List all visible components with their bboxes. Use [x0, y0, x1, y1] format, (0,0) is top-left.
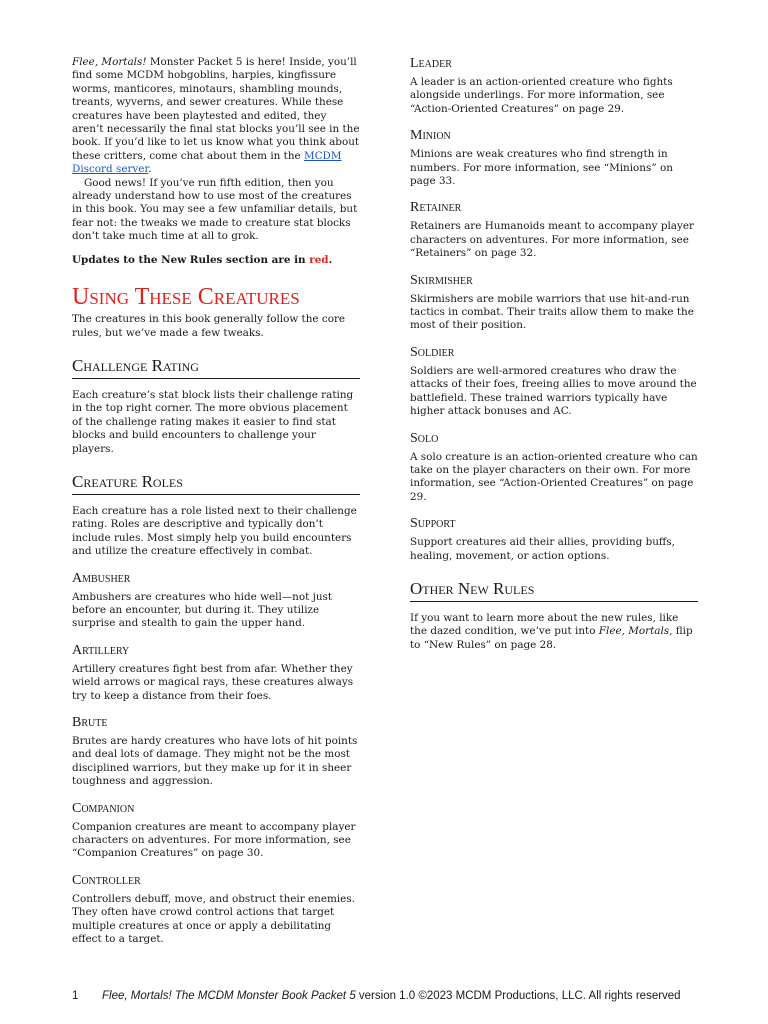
- brute-text: Brutes are hardy creatures who have lots of hit points and deal lots of damage. They might not be the most disciplined warriors, but they make up for it in sheer toughness and aggression.: [72, 735, 358, 788]
- left-column: [72, 56, 360, 946]
- minion-text: Minions are weak creatures who find strength in numbers. For more information, see “Minions” on page 33.: [410, 148, 673, 188]
- leader-text: A leader is an action-oriented creature who fights alongside underlings. For more information, see “Action-Oriented Creatures” on page 29.: [410, 76, 673, 115]
- solo-text: A solo creature is an action-oriented creature who can take on the player characters on their own. For more information, see “Action-Oriented Creatures” on page 29.: [410, 450, 698, 503]
- companion-text: Companion creatures are meant to accompany player characters on adventures. For more information, see “Companion Creatures” on page 30.: [72, 820, 356, 860]
- roles-text: Each creature has a role listed next to their challenge rating. Roles are descriptive and typically don’t include rules. Most simply help you build encounters and utilize the creature effectively in combat.: [72, 504, 357, 558]
- discord-link[interactable]: MCDM Discord server: [72, 149, 342, 176]
- heading-leader: Leader: [410, 56, 452, 71]
- challenge-text: Each creature’s stat block lists their challenge rating in the top right corner. The more obvious placement of the challenge rating makes it easier to find stat blocks and build encounters to challenge your players.: [72, 388, 354, 455]
- ambusher-text: Ambushers are creatures who hide well—not just before an encounter, but during it. They utilize surprise and stealth to gain the upper hand.: [72, 590, 333, 630]
- intro: [72, 56, 360, 244]
- updates-note: Updates to the New Rules section are in red.: [72, 253, 333, 266]
- intro-paragraph-1: Flee, Mortals! Monster Packet 5 is here! Inside, you’ll find some MCDM hobgoblins, harpies, kingfissure worms, manticores, minotaurs, shambling mounds, treants, wyverns, and sewer creatures. While these creatures have been playtested and edited, they aren’t necessarily the final stat blocks you’ll see in the book. If you’d like to let us know what you think about these critters, come chat about them in the MCDM Discord server.: [72, 56, 360, 176]
- skirmisher-text: Skirmishers are mobile warriors that use hit-and-run tactics in combat. Their traits allow them to make the most of their position.: [410, 292, 694, 332]
- heading-other-new-rules: Other New Rules: [410, 579, 698, 602]
- heading-support: Support: [410, 516, 456, 532]
- heading-soldier: Soldier: [410, 344, 455, 360]
- heading-controller: Controller: [72, 872, 141, 888]
- retainer-text: Retainers are Humanoids meant to accompany player characters on adventures. For more information, see “Retainers” on page 32.: [410, 220, 694, 260]
- controller-text: Controllers debuff, move, and obstruct their enemies. They often have crowd control actions that target multiple creatures at once or apply a debilitating effect to a target.: [72, 892, 355, 946]
- heading-creature-roles: Creature Roles: [72, 472, 360, 495]
- soldier-text: Soldiers are well-armored creatures who draw the attacks of their foes, freeing allies to move around the battlefield. These trained warriors typically have higher attack bonuses and AC.: [410, 364, 697, 418]
- heading-companion: Companion: [72, 800, 135, 816]
- footer-title: Flee, Mortals! The MCDM Monster Book Packet 5: [102, 990, 356, 1002]
- heading-challenge-rating: Challenge Rating: [72, 356, 360, 379]
- heading-brute: Brute: [72, 715, 108, 730]
- page-footer: [72, 990, 712, 1002]
- heading-solo: Solo: [410, 430, 439, 446]
- right-column: [410, 56, 698, 652]
- footer-copyright: version 1.0 ©2023 MCDM Productions, LLC. All rights reserved: [355, 990, 681, 1002]
- page-number: 1: [72, 990, 79, 1002]
- heading-using-these-creatures: Using These Creatures: [72, 284, 300, 311]
- intro-paragraph-2: Good news! If you’ve run fifth edition, then you already understand how to use most of the creatures in this book. You may see a few unfamiliar details, but fear not: the tweaks we made to creature stat blocks don’t take much time at all to grok.: [72, 176, 358, 243]
- heading-retainer: Retainer: [410, 200, 462, 216]
- artillery-text: Artillery creatures fight best from afar. Whether they wield arrows or magical rays, these creatures always try to keep a distance from their foes.: [72, 662, 354, 702]
- other-text: If you want to learn more about the new rules, like the dazed condition, we’ve put into Flee, Mortals, flip to “New Rules” on page 28.: [410, 611, 693, 651]
- heading-ambusher: Ambusher: [72, 570, 131, 586]
- heading-artillery: Artillery: [72, 642, 130, 658]
- using-text: The creatures in this book generally follow the core rules, but we’ve made a few tweaks.: [72, 313, 346, 339]
- heading-skirmisher: Skirmisher: [410, 272, 473, 288]
- heading-minion: Minion: [410, 128, 451, 144]
- updates-red-word: red: [309, 253, 329, 266]
- support-text: Support creatures aid their allies, providing buffs, healing, movement, or action options.: [410, 536, 675, 562]
